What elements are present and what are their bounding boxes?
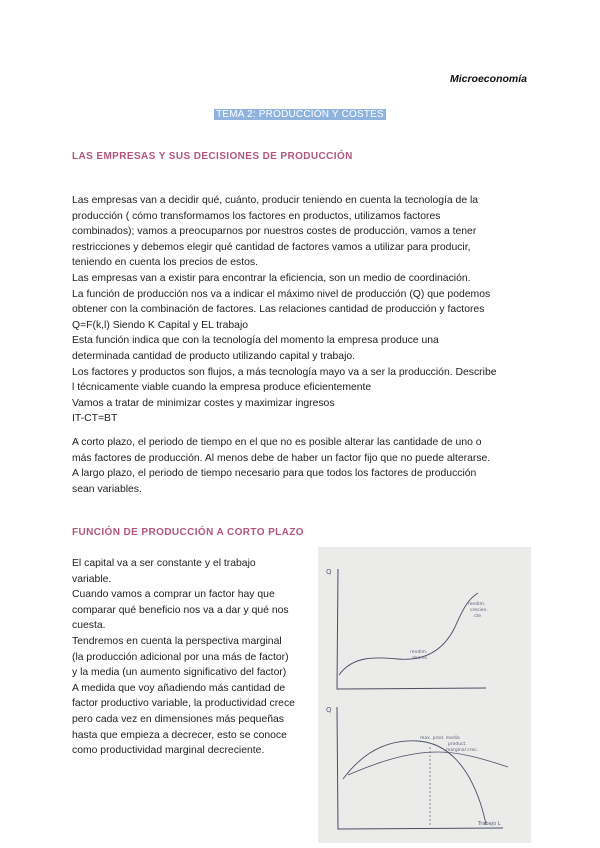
bottom-note-mid-2: marginal crec.	[446, 748, 479, 753]
bottom-note-mid-1: product.	[448, 742, 467, 747]
paragraph-intro	[72, 193, 532, 427]
handwritten-graph-photo	[318, 547, 531, 843]
document-title-wrap	[0, 104, 600, 122]
corto-plazo-paragraph: El capital va a ser constante y el trabajo variable. Cuando vamos a comprar un factor hay que comparar qué beneficio nos va a dar y qué nos cuesta. Tendremos en cuenta la perspectiva marginal (la producción adicional por una más de factor) y la media (un aumento significativo del factor) A medida que voy añadiendo más cantidad de factor productivo variable, la productividad crece pero cada vez en dimensiones más pequeñas hasta que empieza a decrecer, esto se conoce como productividad marginal decreciente.	[72, 558, 295, 757]
top-note-line-1: rendim.	[468, 602, 486, 607]
bottom-graph-axes	[337, 707, 503, 829]
paragraph-intro-text: Las empresas van a decidir qué, cuánto, producir teniendo en cuenta la tecnología de la producción ( cómo transformamos los factores en productos, utilizamos factores combinados); vamos a preocuparnos por nuestros costes de producción, vamos a tener restricciones y debemos elegir qué cantidad de factores vamos a utilizar para producir, teniendo en cuenta los precios de estos. Las empresas van a existir para encontrar la eficiencia, son un medio de coordinación. La función de producción nos va a indicar el máximo nivel de producción (Q) que podemos obtener con la combinación de factores. Las relaciones cantidad de producción y factores Q=F(k,l) Siendo K Capital y EL trabajo Esta función indica que con la tecnología del momento la empresa produce una determinada cantidad de producto utilizando capital y trabajo. Los factores y productos son flujos, a más tecnología mayo va a ser la producción. Describe l técnicamente viable cuando la empresa produce eficientemente Vamos a tratar de minimizar costes y maximizar ingresos IT-CT=BT	[72, 195, 497, 425]
document-title: TEMA 2: PRODUCCIÓN Y COSTES	[216, 109, 384, 120]
bottom-note-peak: max. prod. media	[420, 736, 460, 741]
bottom-x-label: Trabajo L	[478, 821, 501, 827]
top-note-line-3: cte	[474, 614, 482, 619]
top-graph-axes	[337, 569, 486, 689]
top-note-line-2: crecien.	[470, 608, 488, 613]
header-subject: Microeconomía	[449, 73, 527, 85]
top-note-low-1: rendim.	[410, 650, 428, 655]
top-note-low-2: decrec.	[412, 656, 429, 661]
paragraph-plazos-text: A corto plazo, el periodo de tiempo en el que no es posible alterar las cantidade de uno o más factores de producción. Al menos debe de haber un factor fijo que no puede alterarse. A largo plazo, el periodo de tiempo necesario para que todos los factores de producción sean variables.	[72, 437, 491, 495]
handwritten-graph	[318, 547, 531, 843]
corto-plazo-text	[72, 556, 317, 759]
section-heading-empresas: LAS EMPRESAS Y SUS DECISIONES DE PRODUCCIÓN	[72, 151, 353, 162]
average-product-curve	[348, 752, 508, 775]
top-axis-label: Q	[326, 568, 332, 576]
total-production-curve	[339, 593, 478, 675]
marginal-product-curve	[343, 741, 486, 825]
bottom-axis-label: Q	[326, 706, 332, 714]
paragraph-plazos	[72, 435, 532, 497]
section-heading-corto-plazo: FUNCIÓN DE PRODUCCIÓN A CORTO PLAZO	[72, 527, 304, 538]
